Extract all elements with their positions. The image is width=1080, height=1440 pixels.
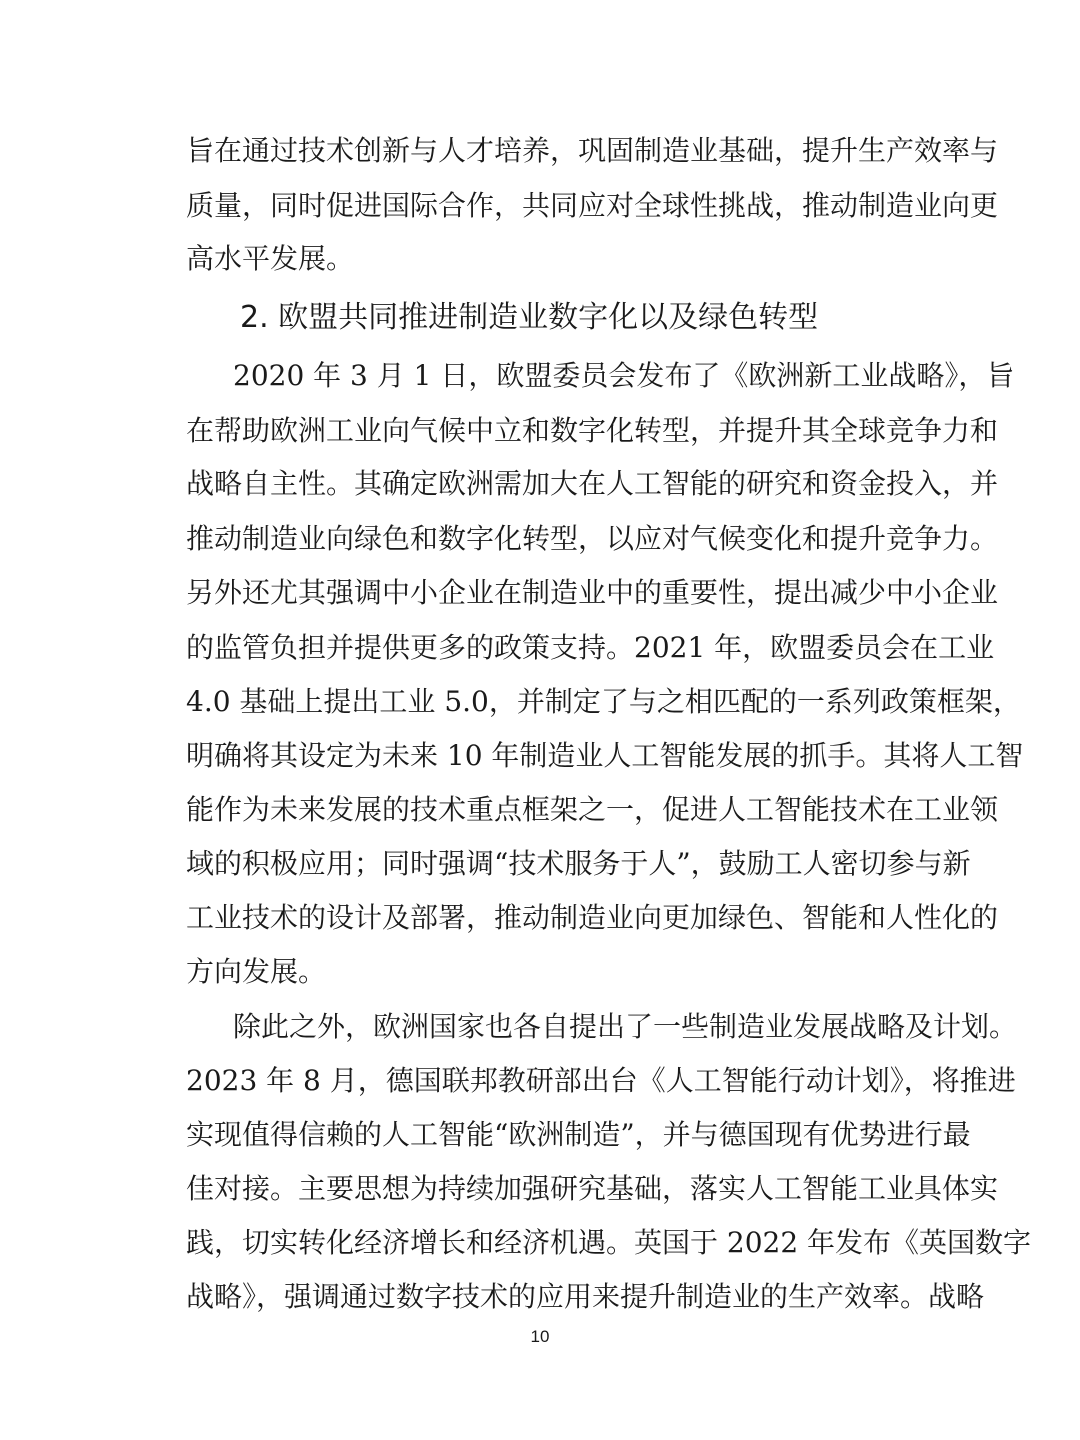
paragraph-line: 高水平发展。 — [186, 242, 355, 275]
paragraph-line: 在帮助欧洲工业向气候中立和数字化转型，并提升其全球竞争力和 — [186, 414, 999, 447]
paragraph-line: 能作为未来发展的技术重点框架之一，促进人工智能技术在工业领 — [186, 793, 999, 826]
paragraph-line: 另外还尤其强调中小企业在制造业中的重要性，提出减少中小企业 — [186, 576, 999, 609]
paragraph-line: 2020 年 3 月 1 日，欧盟委员会发布了《欧洲新工业战略》，旨 — [233, 359, 1015, 392]
paragraph-line: 实现值得信赖的人工智能“欧洲制造”，并与德国现有优势进行最 — [186, 1118, 971, 1151]
paragraph-line: 战略》，强调通过数字技术的应用来提升制造业的生产效率。战略 — [186, 1280, 985, 1313]
paragraph-line: 佳对接。主要思想为持续加强研究基础，落实人工智能工业具体实 — [186, 1172, 999, 1205]
paragraph-line: 域的积极应用；同时强调“技术服务于人”，鼓励工人密切参与新 — [186, 847, 971, 880]
paragraph-line: 4.0 基础上提出工业 5.0，并制定了与之相匹配的一系列政策框架， — [186, 685, 1021, 718]
page-number: 10 — [530, 1327, 550, 1346]
paragraph-line: 的监管负担并提供更多的政策支持。2021 年，欧盟委员会在工业 — [186, 631, 995, 664]
paragraph-line: 明确将其设定为未来 10 年制造业人工智能发展的抓手。其将人工智 — [186, 739, 1024, 772]
paragraph-line: 战略自主性。其确定欧洲需加大在人工智能的研究和资金投入，并 — [186, 467, 999, 500]
paragraph-line: 践，切实转化经济增长和经济机遇。英国于 2022 年发布《英国数字 — [186, 1226, 1032, 1259]
paragraph-line: 旨在通过技术创新与人才培养，巩固制造业基础，提升生产效率与 — [186, 134, 999, 167]
section-heading: 2. 欧盟共同推进制造业数字化以及绿色转型 — [240, 300, 819, 335]
paragraph-line: 2023 年 8 月，德国联邦教研部出台《人工智能行动计划》，将推进 — [186, 1064, 1016, 1097]
paragraph-line: 工业技术的设计及部署，推动制造业向更加绿色、智能和人性化的 — [186, 901, 999, 934]
paragraph-line: 推动制造业向绿色和数字化转型，以应对气候变化和提升竞争力。 — [186, 522, 999, 555]
paragraph-line: 方向发展。 — [186, 955, 327, 988]
paragraph-line: 质量，同时促进国际合作，共同应对全球性挑战，推动制造业向更 — [186, 189, 999, 222]
paragraph-line: 除此之外，欧洲国家也各自提出了一些制造业发展战略及计划。 — [233, 1010, 1018, 1043]
